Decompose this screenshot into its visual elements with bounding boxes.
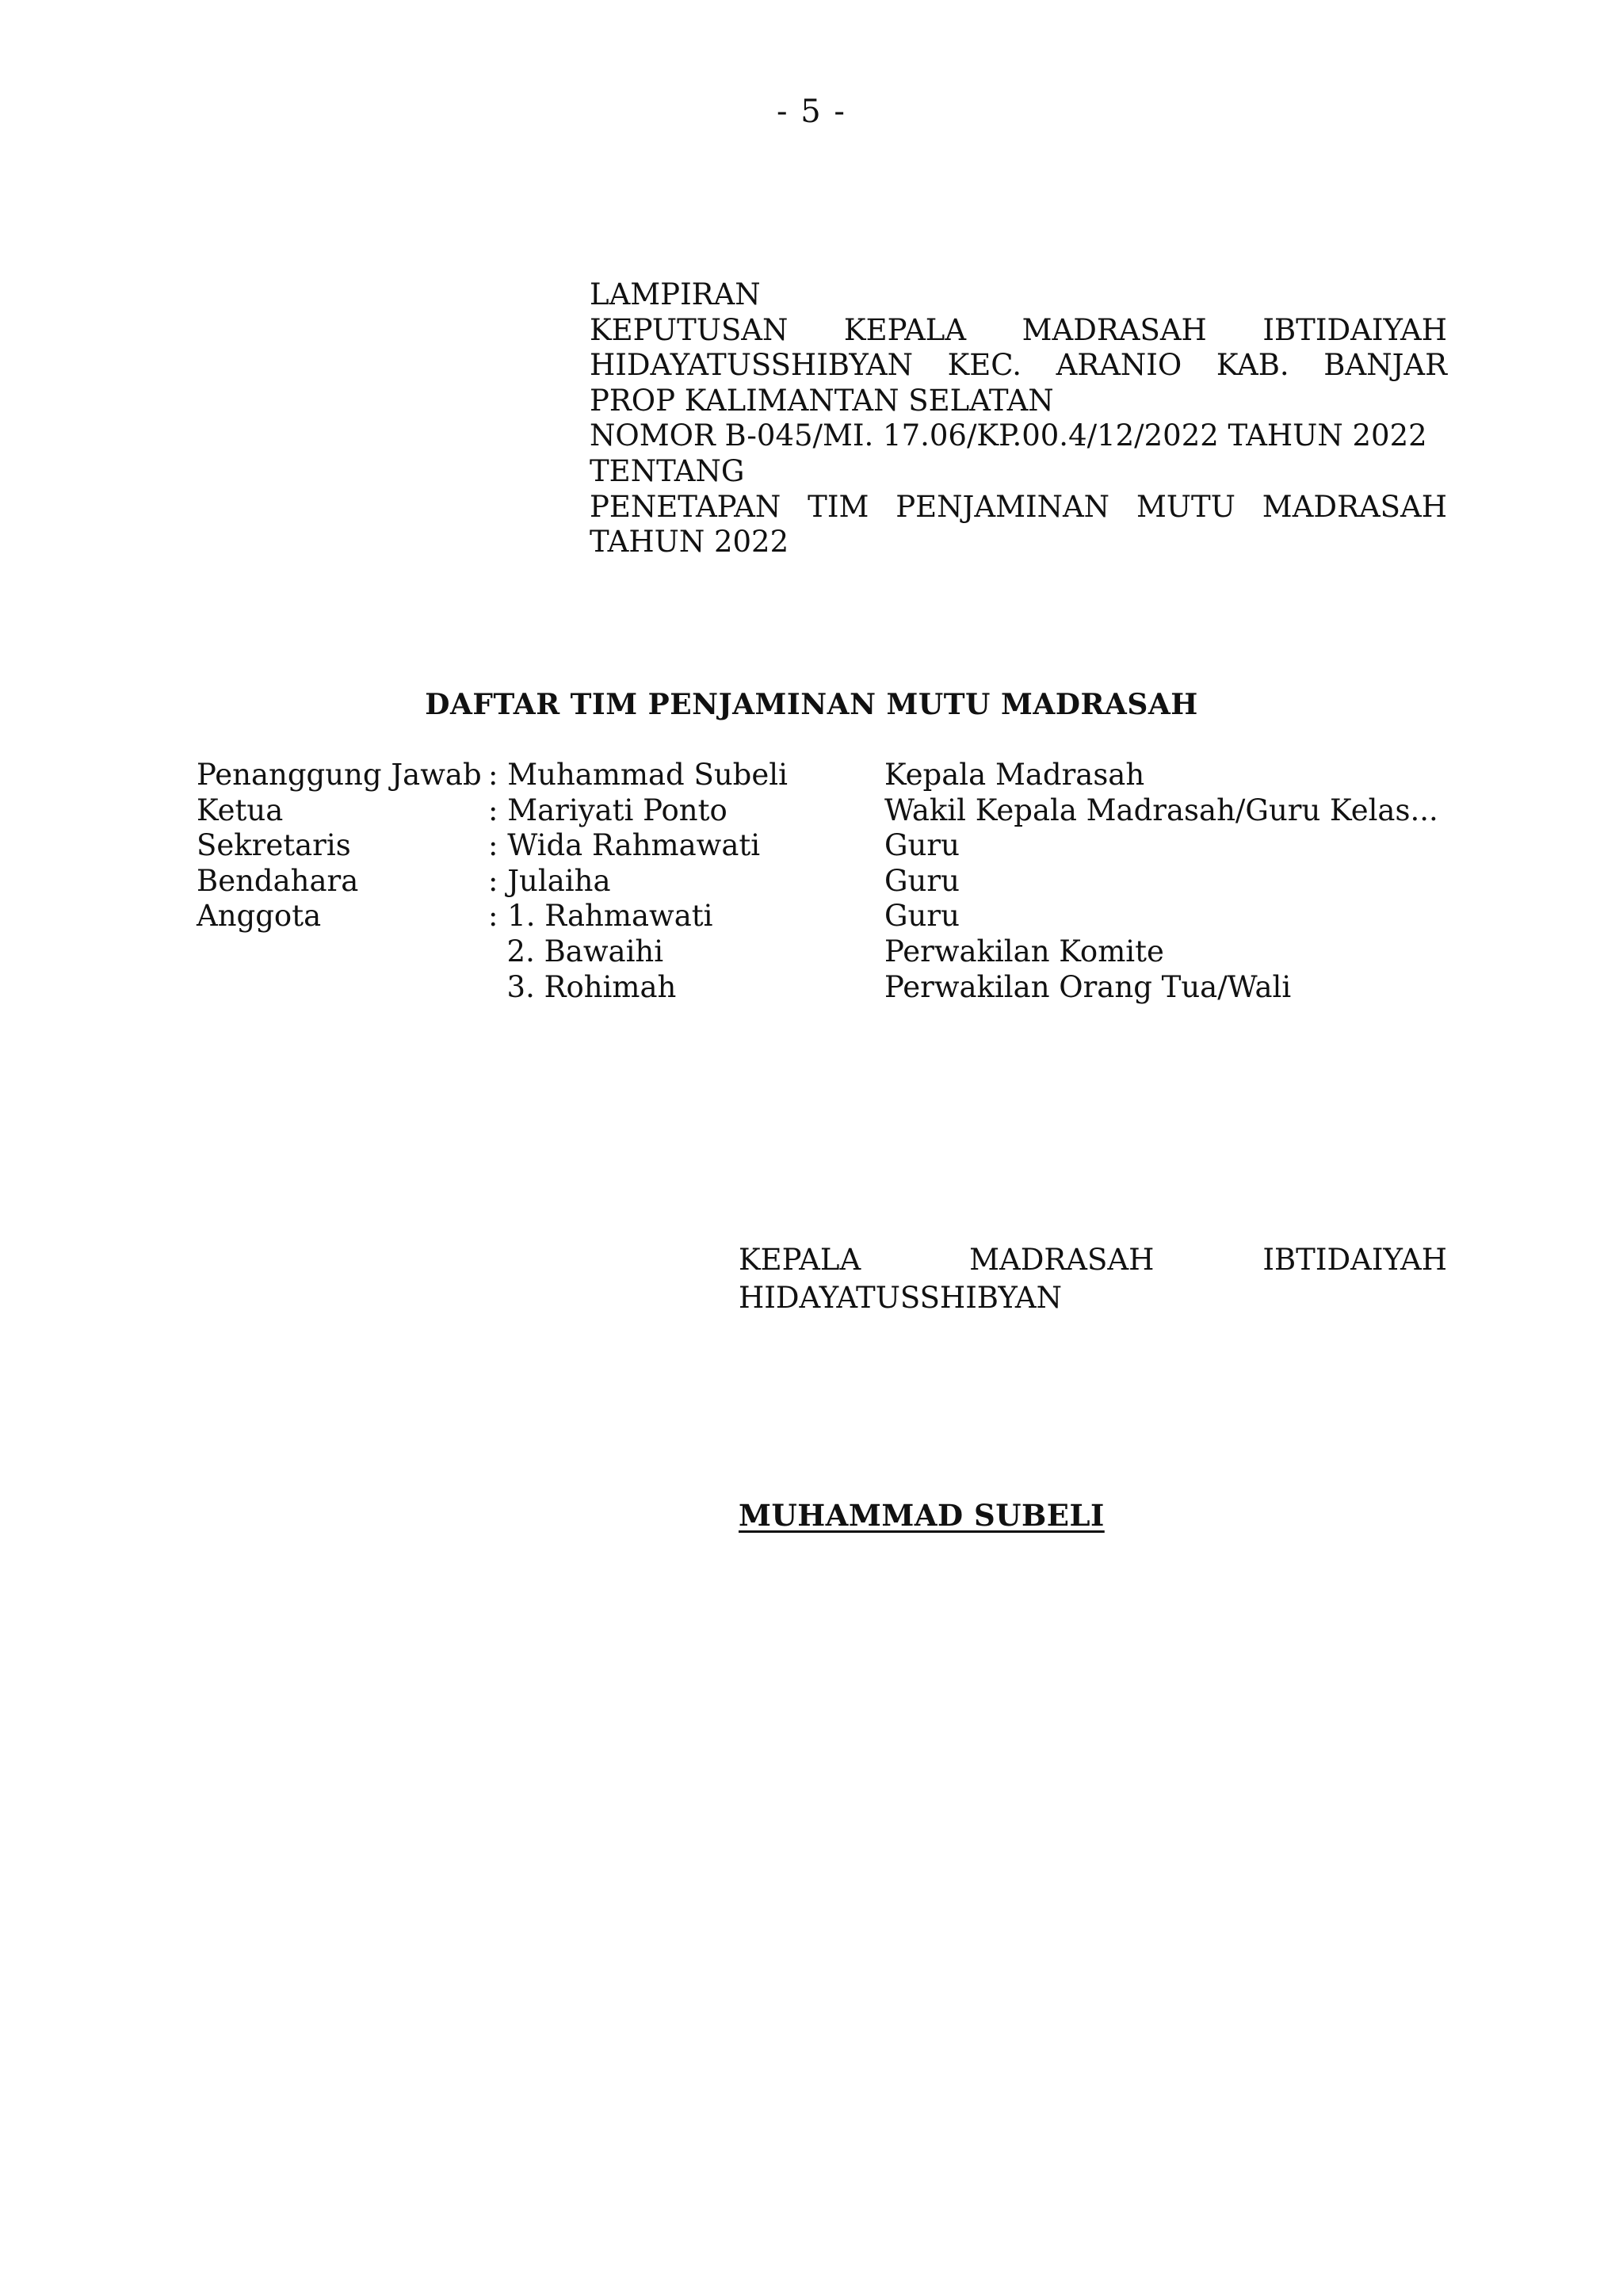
member-row bbox=[197, 758, 1465, 793]
signature-title-line-1: KEPALA MADRASAH IBTIDAIYAH bbox=[739, 1243, 1447, 1277]
member-name: : Muhammad Subeli bbox=[488, 758, 788, 792]
member-position: Wakil Kepala Madrasah/Guru Kelas... bbox=[884, 793, 1438, 827]
page-number: - 5 - bbox=[777, 94, 846, 130]
member-role: Ketua bbox=[197, 793, 284, 827]
member-row bbox=[197, 828, 1465, 864]
member-role: Anggota bbox=[197, 899, 322, 934]
appendix-label: LAMPIRAN bbox=[590, 277, 761, 311]
decree-number: NOMOR B-045/MI. 17.06/KP.00.4/12/2022 TAHUN 2022 bbox=[590, 418, 1427, 453]
member-row bbox=[197, 970, 1465, 1006]
signature-title bbox=[739, 1241, 1447, 1317]
subject-line-1: PENETAPAN TIM PENJAMINAN MUTU MADRASAH bbox=[590, 489, 1447, 524]
member-row bbox=[197, 899, 1465, 934]
member-name: : Mariyati Ponto bbox=[488, 793, 727, 827]
member-position: Perwakilan Komite bbox=[884, 934, 1164, 968]
member-list bbox=[197, 758, 1465, 1005]
decree-line-3: PROP KALIMANTAN SELATAN bbox=[590, 383, 1054, 418]
member-position: Guru bbox=[884, 828, 960, 863]
member-role: Sekretaris bbox=[197, 828, 351, 863]
decree-line-2: HIDAYATUSSHIBYAN KEC. ARANIO KAB. BANJAR bbox=[590, 348, 1447, 383]
decree-line-1: KEPUTUSAN KEPALA MADRASAH IBTIDAIYAH bbox=[590, 312, 1447, 347]
member-position: Guru bbox=[884, 863, 960, 898]
appendix-header bbox=[590, 277, 1447, 560]
member-name: 2. Bawaihi bbox=[488, 934, 664, 968]
member-position: Guru bbox=[884, 899, 960, 934]
subject-line-2: TAHUN 2022 bbox=[590, 525, 789, 560]
member-name: : Wida Rahmawati bbox=[488, 828, 761, 863]
signature-title-line-2: HIDAYATUSSHIBYAN bbox=[739, 1281, 1062, 1315]
member-role: Bendahara bbox=[197, 863, 359, 898]
member-position: Kepala Madrasah bbox=[884, 758, 1145, 792]
list-title: DAFTAR TIM PENJAMINAN MUTU MADRASAH bbox=[425, 688, 1198, 721]
member-role: Penanggung Jawab bbox=[197, 758, 482, 792]
member-name: 3. Rohimah bbox=[488, 969, 677, 1004]
member-row bbox=[197, 864, 1465, 900]
member-row bbox=[197, 793, 1465, 829]
signatory-name: MUHAMMAD SUBELI bbox=[739, 1498, 1105, 1533]
about-label: TENTANG bbox=[590, 453, 745, 488]
member-row bbox=[197, 934, 1465, 970]
member-name: : Julaiha bbox=[488, 863, 611, 898]
member-name: : 1. Rahmawati bbox=[488, 899, 713, 934]
member-position: Perwakilan Orang Tua/Wali bbox=[884, 969, 1292, 1004]
